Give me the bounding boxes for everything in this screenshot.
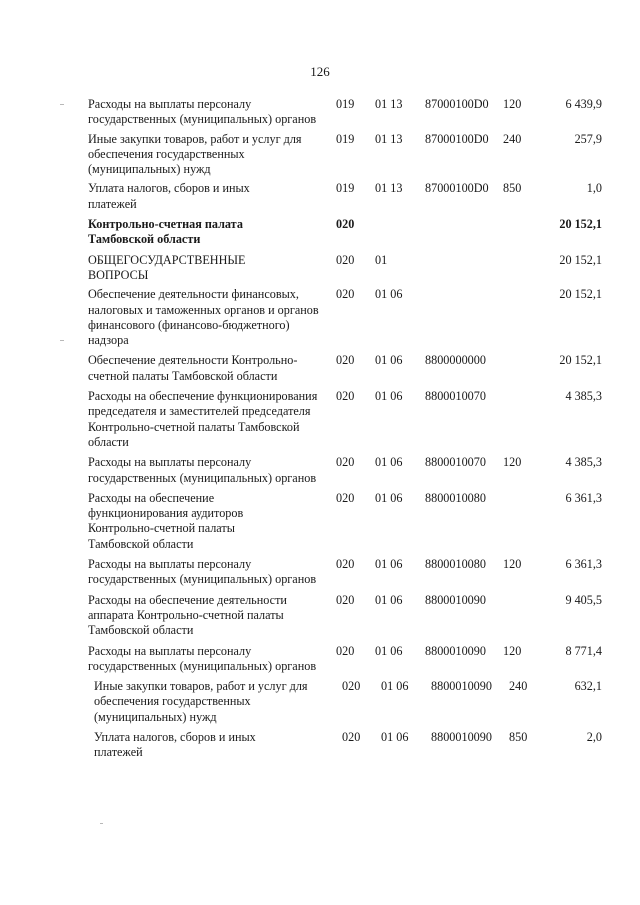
row-name: Уплата налогов, сборов и иных платежей — [94, 729, 256, 760]
row-csr: 8800010070 — [425, 389, 486, 404]
table-row — [0, 491, 640, 552]
row-name: Расходы на выплаты персоналу государственных (муниципальных) органов — [88, 455, 317, 485]
row-name: Уплата налогов, сборов и иных платежей — [88, 181, 250, 211]
row-sum: 257,9 — [574, 131, 602, 146]
row-sum: 1,0 — [586, 181, 602, 196]
row-adm: 020 — [336, 353, 355, 368]
table-row — [0, 253, 640, 284]
row-adm: 020 — [342, 729, 361, 744]
row-sum: 20 152,1 — [559, 287, 602, 302]
row-sum: 20 152,1 — [559, 217, 602, 232]
row-sum: 632,1 — [574, 679, 602, 694]
row-name: Расходы на выплаты персоналу государственных (муниципальных) органов — [88, 643, 317, 673]
row-vr: 240 — [509, 679, 528, 694]
row-vr: 120 — [503, 455, 522, 470]
row-section: 01 06 — [375, 490, 403, 505]
row-section: 01 13 — [375, 131, 403, 146]
row-section: 01 06 — [375, 557, 403, 572]
row-adm: 020 — [336, 252, 355, 267]
row-sum: 6 361,3 — [565, 490, 602, 505]
row-section: 01 06 — [375, 643, 403, 658]
row-csr: 87000100D0 — [425, 97, 489, 111]
row-name: Расходы на выплаты персоналу государственных (муниципальных) органов — [88, 557, 317, 587]
table-row — [0, 557, 640, 588]
row-csr: 8800000000 — [425, 353, 486, 368]
row-sum: 20 152,1 — [559, 252, 602, 267]
row-name: Обеспечение деятельности финансовых, налоговых и таможенных органов и органов финансового (финансово-бюджетного) надзора — [88, 287, 319, 348]
row-csr: 8800010090 — [431, 729, 492, 744]
row-adm: 020 — [336, 592, 355, 607]
table-row — [6, 679, 640, 725]
row-adm: 020 — [336, 643, 355, 658]
page-number: 126 — [310, 64, 330, 79]
row-sum: 4 385,3 — [565, 389, 602, 404]
row-vr: 240 — [503, 131, 522, 146]
row-sum: 6 361,3 — [565, 557, 602, 572]
row-vr: 850 — [503, 181, 522, 196]
row-section: 01 06 — [375, 455, 403, 470]
row-name: Иные закупки товаров, работ и услуг для обеспечения государственных (муниципальных) нужд — [88, 131, 302, 177]
row-section: 01 06 — [381, 729, 409, 744]
row-adm: 019 — [336, 181, 355, 196]
row-section: 01 06 — [375, 287, 403, 302]
row-sum: 9 405,5 — [565, 592, 602, 607]
row-name: Расходы на обеспечение функционирования аудиторов Контрольно-счетной палаты Тамбовской области — [88, 490, 244, 551]
row-csr: 87000100D0 — [425, 181, 489, 196]
row-sum: 20 152,1 — [559, 353, 602, 368]
row-csr: 8800010080 — [425, 557, 486, 572]
row-adm: 020 — [336, 490, 355, 505]
table-row — [0, 644, 640, 675]
row-adm: 020 — [336, 389, 355, 404]
row-section: 01 06 — [381, 679, 409, 694]
table-row — [0, 97, 640, 128]
row-adm: 020 — [336, 217, 355, 232]
row-csr: 8800010080 — [425, 490, 486, 505]
row-name: Расходы на обеспечение деятельности аппарата Контрольно-счетной палаты Тамбовской области — [88, 592, 287, 638]
table-row — [0, 287, 640, 348]
table-row — [0, 217, 640, 248]
row-adm: 019 — [336, 131, 355, 146]
row-name: Обеспечение деятельности Контрольно-счетной палаты Тамбовской области — [88, 353, 298, 383]
row-csr: 87000100D0 — [425, 131, 489, 146]
row-csr: 8800010070 — [425, 455, 486, 470]
row-name: Иные закупки товаров, работ и услуг для обеспечения государственных (муниципальных) нужд — [94, 679, 308, 724]
row-csr: 8800010090 — [431, 679, 492, 694]
table-row — [0, 389, 640, 450]
table-row — [0, 353, 640, 384]
row-vr: 120 — [503, 557, 522, 572]
row-sum: 6 439,9 — [565, 97, 602, 111]
budget-table — [0, 97, 640, 761]
row-section: 01 06 — [375, 389, 403, 404]
row-sum: 4 385,3 — [565, 455, 602, 470]
row-section: 01 06 — [375, 592, 403, 607]
row-csr: 8800010090 — [425, 643, 486, 658]
table-row — [6, 730, 640, 761]
row-adm: 019 — [336, 97, 355, 111]
row-section: 01 — [375, 252, 388, 267]
row-name: Расходы на обеспечение функционирования председателя и заместителей председателя Контрольно-счетной палаты Тамбовской области — [88, 389, 318, 449]
scan-mark — [100, 823, 103, 824]
row-section: 01 13 — [375, 181, 403, 196]
row-adm: 020 — [336, 557, 355, 572]
row-section: 01 13 — [375, 97, 403, 111]
row-csr: 8800010090 — [425, 592, 486, 607]
row-adm: 020 — [342, 679, 361, 694]
row-vr: 850 — [509, 729, 528, 744]
row-adm: 020 — [336, 287, 355, 302]
table-row — [0, 455, 640, 486]
row-name: Расходы на выплаты персоналу государственных (муниципальных) органов — [88, 97, 317, 127]
row-sum: 2,0 — [586, 729, 602, 744]
row-vr: 120 — [503, 97, 522, 111]
row-section: 01 06 — [375, 353, 403, 368]
row-sum: 8 771,4 — [565, 643, 602, 658]
row-vr: 120 — [503, 643, 522, 658]
row-adm: 020 — [336, 455, 355, 470]
table-row — [0, 181, 640, 212]
row-name: ОБЩЕГОСУДАРСТВЕННЫЕ ВОПРОСЫ — [88, 252, 246, 282]
table-row — [0, 132, 640, 178]
row-name: Контрольно-счетная палата Тамбовской области — [88, 217, 243, 247]
table-row — [0, 593, 640, 639]
